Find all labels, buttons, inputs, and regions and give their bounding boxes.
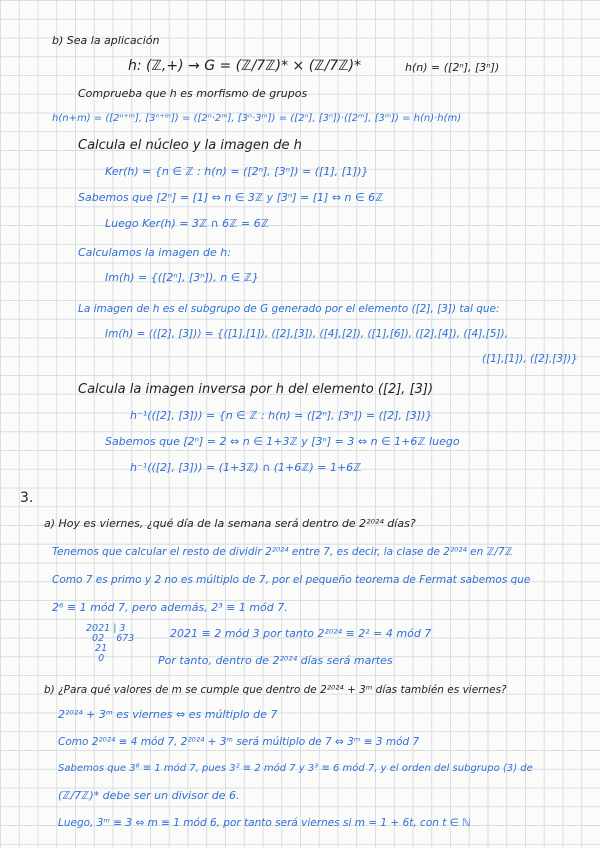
question-3b: b) ¿Para qué valores de m se cumple que dentro de 2²⁰²⁴ + 3ᵐ días también es viernes?	[44, 684, 507, 696]
question-3a: a) Hoy es viernes, ¿qué día de la semana será dentro de 2²⁰²⁴ días?	[44, 517, 416, 530]
inverse-definition: h⁻¹(([2], [3])) = {n ∈ ℤ : h(n) = ([2ⁿ], [3ⁿ]) = ([2], [3])}	[130, 409, 433, 422]
kernel-title: Calcula el núcleo y la imagen de h	[78, 138, 302, 153]
q3b-line-4: (ℤ/7ℤ)* debe ser un divisor de 6.	[58, 789, 240, 802]
q3a-line-2: Como 7 es primo y 2 no es múltiplo de 7, por el pequeño teorema de Fermat sabemos que	[52, 574, 531, 586]
q3a-line-4: 2021 ≡ 2 mód 3 por tanto 2²⁰²⁴ ≡ 2² = 4 mód 7	[170, 627, 432, 640]
q3b-line-2: Como 2²⁰²⁴ ≡ 4 mód 7, 2²⁰²⁴ + 3ᵐ será múltiplo de 7 ⇔ 3ᵐ ≡ 3 mód 7	[58, 736, 420, 748]
division-work-1: 2021 | 3	[86, 623, 126, 634]
check-hom-title: Comprueba que h es morfismo de grupos	[78, 87, 308, 100]
inverse-result: h⁻¹(([2], [3])) = (1+3ℤ) ∩ (1+6ℤ) = 1+6ℤ	[130, 461, 362, 474]
q3a-line-5: Por tanto, dentro de 2²⁰²⁴ días será martes	[158, 654, 393, 667]
kernel-known: Sabemos que [2ⁿ] = [1] ⇔ n ∈ 3ℤ y [3ⁿ] = [1] ⇔ n ∈ 6ℤ	[78, 191, 384, 204]
q3b-line-3: Sabemos que 3⁶ ≡ 1 mód 7, pues 3² ≡ 2 mód 7 y 3³ ≡ 6 mód 7, y el orden del subgrupo ⟨3⟩ de	[58, 763, 533, 774]
image-calc: Calculamos la imagen de h:	[78, 246, 231, 259]
q3a-line-3: 2⁶ ≡ 1 mód 7, pero además, 2³ ≡ 1 mód 7.	[52, 601, 288, 614]
q3b-line-5: Luego, 3ᵐ ≡ 3 ⇔ m ≡ 1 mód 6, por tanto será viernes si m = 1 + 6t, con t ∈ ℕ	[58, 817, 471, 829]
image-definition: Im(h) = {([2ⁿ], [3ⁿ]), n ∈ ℤ}	[105, 271, 259, 284]
kernel-definition: Ker(h) = {n ∈ ℤ : h(n) = ([2ⁿ], [3ⁿ]) = ([1], [1])}	[105, 165, 369, 178]
part-b-header: b) Sea la aplicación	[52, 34, 160, 47]
image-list-line-2: ([1],[1]), ([2],[3])}	[482, 353, 578, 365]
q3a-line-1: Tenemos que calcular el resto de dividir 2²⁰²⁴ entre 7, es decir, la clase de 2²⁰²⁴ en ℤ/7ℤ	[52, 546, 513, 558]
inverse-known: Sabemos que [2ⁿ] = 2 ⇔ n ∈ 1+3ℤ y [3ⁿ] = 3 ⇔ n ∈ 1+6ℤ luego	[105, 435, 460, 448]
map-definition: h: (ℤ,+) → G = (ℤ/7ℤ)* × (ℤ/7ℤ)*	[128, 58, 362, 74]
hom-proof: h(n+m) = ([2ⁿ⁺ᵐ], [3ⁿ⁺ᵐ]) = ([2ⁿ·2ᵐ], [3ⁿ·3ᵐ]) = ([2ⁿ], [3ⁿ])·([2ᵐ], [3ᵐ]) = h(n)·h(m)	[52, 113, 462, 124]
inverse-title: Calcula la imagen inversa por h del elemento ([2], [3])	[78, 382, 434, 397]
map-rule: h(n) = ([2ⁿ], [3ⁿ])	[405, 61, 500, 74]
image-subgroup-text: La imagen de h es el subgrupo de G generado por el elemento ([2], [3]) tal que:	[78, 303, 500, 315]
division-work-3: 21	[86, 643, 108, 654]
question-number: 3.	[20, 490, 34, 506]
division-work-2: 02 673	[86, 633, 135, 644]
image-list-line-1: Im(h) = ⟨([2], [3])⟩ = {([1],[1]), ([2],[3]), ([4],[2]), ([1],[6]), ([2],[4]), ([4],[5]),	[105, 328, 508, 340]
division-work-4: 0	[86, 653, 105, 664]
q3b-line-1: 2²⁰²⁴ + 3ᵐ es viernes ⇔ es múltiplo de 7	[58, 708, 278, 721]
kernel-result: Luego Ker(h) = 3ℤ ∩ 6ℤ = 6ℤ	[105, 217, 269, 230]
